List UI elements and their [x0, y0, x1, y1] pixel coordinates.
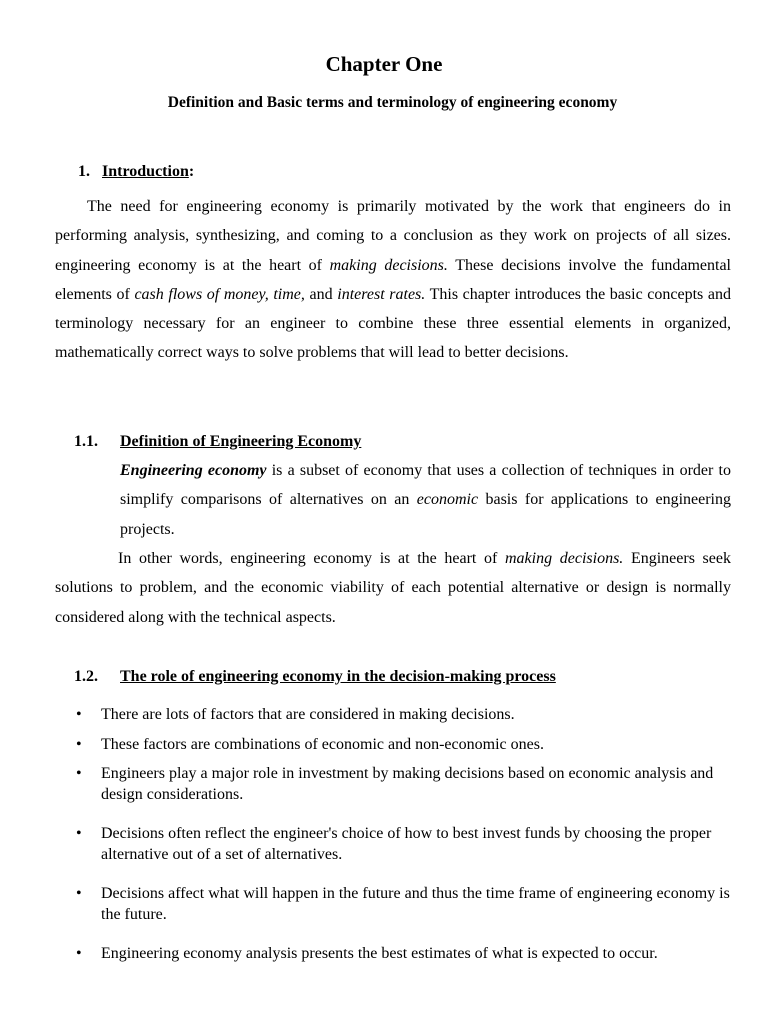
list-item [76, 735, 736, 756]
list-item [76, 884, 736, 925]
term-engineering-economy: Engineering economy [120, 462, 267, 479]
intro-text-3: and [304, 285, 338, 303]
section-1-1-title: Definition of Engineering Economy [120, 433, 362, 450]
section-1-2-heading [74, 666, 556, 688]
intro-text-1: The need for engineering economy is primarily motivated by the work that engineers do in performing analysis, synthesizing, and coming to a conclusion as they work on projects of all sizes. engineering economy is at the heart of [55, 198, 731, 274]
bullet-icon: • [76, 945, 82, 962]
intro-emphasis-making-decisions: making decisions. [329, 256, 448, 274]
intro-emphasis-cash-flows: cash flows of money, time, [134, 285, 305, 303]
section-1-1-text-4: Engineers seek solutions to problem, and the economic viability of each potential alternative or design is normally considered along with the technical aspects. [55, 550, 731, 626]
list-item-text: There are lots of factors that are considered in making decisions. [101, 706, 515, 723]
intro-heading-text: Introduction [102, 163, 189, 180]
decision-factors-list [76, 705, 736, 965]
list-item [76, 705, 736, 726]
list-item-text: Engineering economy analysis presents the best estimates of what is expected to occur. [101, 945, 658, 962]
section-1-1-text-2: basis for applications to engineering projects. [120, 491, 731, 538]
intro-emphasis-interest-rates: interest rates. [337, 285, 426, 303]
list-item [76, 824, 736, 865]
chapter-title: Chapter One [325, 52, 443, 76]
section-1-1-paragraph-2 [55, 544, 731, 632]
list-item-text: These factors are combinations of economic and non-economic ones. [101, 735, 544, 753]
bullet-icon: • [76, 825, 82, 842]
list-item-text: Engineers play a major role in investment by making decisions based on economic analysis and design considerations. [101, 765, 714, 803]
intro-heading-number: 1. [78, 163, 90, 180]
list-item-text: Decisions affect what will happen in the future and thus the time frame of engineering economy is the future. [101, 885, 730, 923]
list-item [76, 764, 736, 805]
section-1-2-number: 1.2. [74, 668, 98, 685]
list-item [76, 944, 736, 965]
section-1-1-emphasis-making-decisions: making decisions. [505, 550, 624, 567]
bullet-icon: • [76, 706, 82, 723]
intro-text-2: These decisions involve the fundamental elements of [55, 256, 731, 303]
section-1-1-text-1: is a subset of economy that uses a collection of techniques in order to simplify comparisons of alternatives on an [120, 462, 731, 509]
intro-paragraph [55, 192, 731, 368]
section-1-1-emphasis-economic: economic [416, 491, 479, 509]
intro-heading [78, 161, 194, 183]
bullet-icon: • [76, 765, 82, 782]
intro-heading-colon: : [188, 163, 195, 180]
list-item-text: Decisions often reflect the engineer's choice of how to best invest funds by choosing the proper alternative out of a set of alternatives. [101, 825, 712, 863]
bullet-icon: • [76, 735, 82, 753]
section-1-2-title: The role of engineering economy in the decision-making process [120, 668, 556, 685]
section-1-1-heading [74, 431, 361, 453]
chapter-subtitle: Definition and Basic terms and terminology of engineering economy [167, 94, 618, 111]
section-1-1-number: 1.1. [74, 433, 98, 450]
section-1-1-paragraph-1 [120, 456, 731, 544]
bullet-icon: • [76, 885, 82, 902]
section-1-1-text-3: In other words, engineering economy is at the heart of [118, 550, 505, 567]
intro-text-4: This chapter introduces the basic concepts and terminology necessary for an engineer to combine these three essential elements in organized, mathematically correct ways to solve problems that will lead to better decisions. [55, 285, 731, 362]
